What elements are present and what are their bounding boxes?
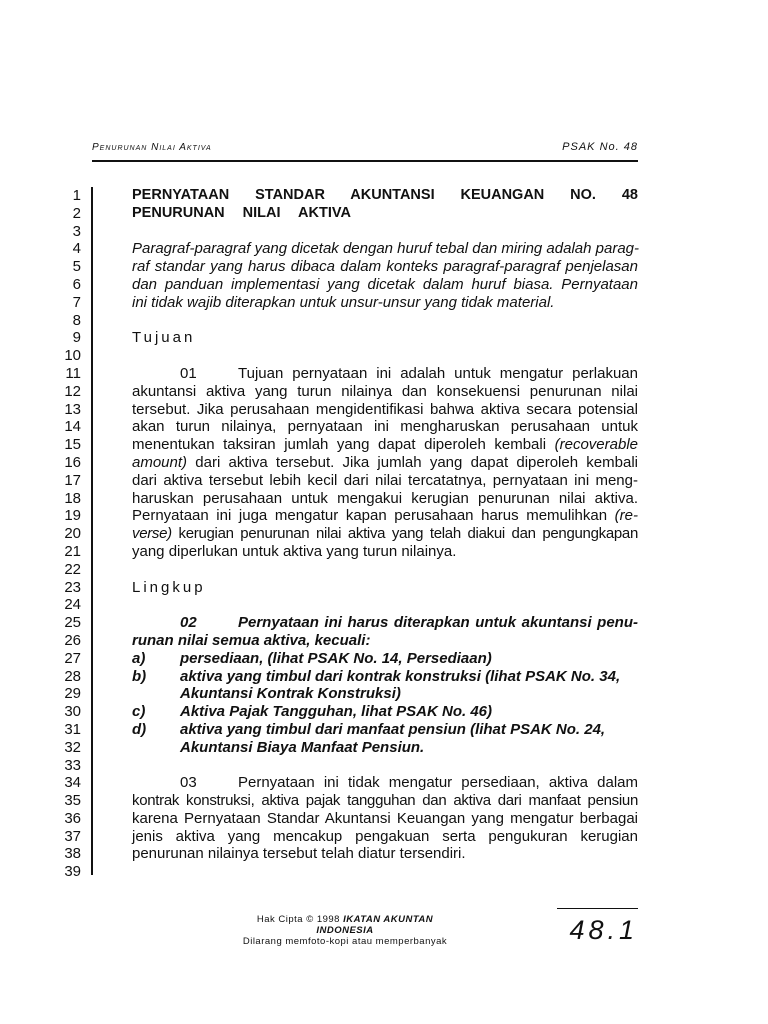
paragraph-text: Tujuan pernyataan ini adalah untuk mengatur perlakuan bbox=[238, 364, 638, 382]
copyright-organization: IKATAN AKUNTAN INDONESIA bbox=[316, 914, 434, 936]
line-number: 39 bbox=[64, 863, 81, 881]
line-number: 8 bbox=[72, 311, 81, 329]
blank-line bbox=[132, 223, 638, 241]
line-number: 10 bbox=[64, 347, 81, 365]
line-number: 12 bbox=[64, 382, 81, 400]
line-number: 7 bbox=[72, 293, 81, 311]
item-label: d) bbox=[132, 720, 147, 738]
paragraph-number: 02 bbox=[180, 614, 197, 632]
line-number: 21 bbox=[64, 542, 81, 560]
paragraph-text: menentukan taksiran jumlah yang dapat diperoleh kembali bbox=[132, 436, 555, 454]
paragraph-03-line: jenis aktiva yang mencakup pengakuan serta pengukuran kerugian bbox=[132, 827, 638, 845]
paragraph-01-line bbox=[132, 525, 638, 543]
paragraph-text: dari aktiva tersebut. Jika jumlah yang dapat diperoleh kembali bbox=[187, 453, 638, 471]
paragraph-text: Pernyataan ini tidak mengatur persediaan, aktiva dalam bbox=[238, 774, 638, 792]
intro-line: raf standar yang harus dibaca dalam konteks paragraf-paragraf penjelasan bbox=[132, 258, 638, 276]
line-number: 23 bbox=[64, 578, 81, 596]
line-number: 34 bbox=[64, 774, 81, 792]
blank-line bbox=[132, 757, 638, 775]
paragraph-03-line: kontrak konstruksi, aktiva pajak tangguhan dan aktiva dari manfaat pensiun bbox=[132, 792, 638, 810]
line-number: 11 bbox=[65, 364, 81, 382]
blank-line bbox=[132, 561, 638, 579]
standard-title-line2 bbox=[132, 205, 638, 223]
paragraph-01-line: haruskan perusahaan untuk mengakui kerugian penurunan nilai aktiva. bbox=[132, 489, 638, 507]
paragraph-text: Pernyataan ini harus diterapkan untuk akuntansi penu- bbox=[238, 614, 638, 632]
paragraph-text: kerugian penurunan nilai aktiva yang telah diakui dan pengungkapan bbox=[171, 525, 638, 543]
exception-item bbox=[132, 668, 638, 686]
line-number: 3 bbox=[72, 222, 81, 240]
item-text: aktiva yang timbul dari manfaat pensiun (lihat PSAK No. 24, bbox=[180, 720, 606, 738]
line-number: 19 bbox=[64, 507, 81, 525]
line-number: 16 bbox=[64, 453, 81, 471]
line-number: 25 bbox=[64, 614, 81, 632]
paragraph-01-line bbox=[132, 436, 638, 454]
paragraph-italic-term: (recoverable bbox=[554, 436, 638, 454]
line-number: 36 bbox=[64, 809, 81, 827]
line-number: 5 bbox=[72, 258, 81, 276]
exception-item bbox=[132, 685, 638, 703]
line-number: 29 bbox=[64, 685, 81, 703]
line-numbers-column bbox=[55, 187, 81, 881]
blank-line bbox=[132, 347, 638, 365]
paragraph-03-line bbox=[132, 774, 638, 792]
line-number: 9 bbox=[72, 329, 81, 347]
line-number: 30 bbox=[64, 703, 81, 721]
line-number: 18 bbox=[64, 489, 81, 507]
line-number: 27 bbox=[64, 649, 81, 667]
line-number: 20 bbox=[64, 525, 81, 543]
copyright-notice bbox=[228, 914, 462, 947]
line-number: 2 bbox=[72, 204, 81, 222]
item-label: a) bbox=[132, 649, 146, 667]
exception-item bbox=[132, 721, 638, 739]
section-heading-tujuan: Tujuan bbox=[132, 329, 196, 347]
line-number: 6 bbox=[72, 275, 81, 293]
paragraph-01-line bbox=[132, 507, 638, 525]
line-number: 31 bbox=[64, 720, 81, 738]
item-text: persediaan, (lihat PSAK No. 14, Persediaan) bbox=[180, 649, 492, 667]
reproduction-notice: Dilarang memfoto-kopi atau memperbanyak bbox=[242, 936, 448, 947]
item-text: aktiva yang timbul dari kontrak konstruksi (lihat PSAK No. 34, bbox=[180, 667, 621, 685]
standard-title-line1: PERNYATAAN STANDAR AKUNTANSI KEUANGAN NO. 48 bbox=[132, 187, 638, 203]
line-number: 24 bbox=[64, 596, 81, 614]
paragraph-text: Pernyataan ini juga mengatur kapan perusahaan harus memulihkan bbox=[132, 507, 615, 525]
paragraph-number: 01 bbox=[180, 364, 197, 382]
line-number: 26 bbox=[64, 631, 81, 649]
running-header-title: Penurunan Nilai Aktiva bbox=[92, 142, 212, 153]
copyright-text: Hak Cipta © 1998 bbox=[256, 914, 344, 925]
item-label bbox=[132, 685, 180, 703]
item-text: Akuntansi Biaya Manfaat Pensiun. bbox=[180, 738, 425, 756]
item-text: Aktiva Pajak Tangguhan, lihat PSAK No. 46) bbox=[180, 703, 493, 721]
paragraph-01-line: yang diperlukan untuk aktiva yang turun nilainya. bbox=[132, 542, 457, 560]
header-rule bbox=[92, 160, 638, 162]
line-number: 33 bbox=[64, 756, 81, 774]
item-label: b) bbox=[132, 667, 147, 685]
document-body bbox=[132, 187, 638, 863]
item-label bbox=[132, 739, 180, 757]
paragraph-02-line bbox=[132, 614, 638, 632]
item-label: c) bbox=[132, 703, 146, 721]
line-number: 38 bbox=[64, 845, 81, 863]
blank-line bbox=[132, 312, 638, 330]
paragraph-italic-term: verse) bbox=[132, 525, 172, 543]
running-header-standard: PSAK No. 48 bbox=[562, 141, 638, 153]
exception-item bbox=[132, 650, 638, 668]
section-heading-lingkup: Lingkup bbox=[132, 578, 206, 596]
line-number: 28 bbox=[64, 667, 81, 685]
intro-line: ini tidak wajib diterapkan untuk unsur-unsur yang tidak material. bbox=[132, 293, 555, 311]
line-number: 13 bbox=[64, 400, 81, 418]
line-number: 22 bbox=[64, 560, 81, 578]
paragraph-01-line bbox=[132, 365, 638, 383]
line-number: 32 bbox=[64, 738, 81, 756]
line-number: 35 bbox=[64, 792, 81, 810]
paragraph-03-line: penurunan nilainya tersebut telah diatur tersendiri. bbox=[132, 845, 466, 863]
paragraph-italic-term: amount) bbox=[132, 453, 188, 471]
page-number: 48.1 bbox=[569, 915, 638, 945]
blank-line bbox=[132, 596, 638, 614]
paragraph-01-line: akan turun nilainya, pernyataan ini mengharuskan perusahaan untuk bbox=[132, 418, 638, 436]
paragraph-01-line: tersebut. Jika perusahaan mengidentifikasi bahwa aktiva secara potensial bbox=[132, 400, 638, 418]
standard-title-text: PENURUNAN NILAI AKTIVA bbox=[132, 204, 351, 221]
line-number: 14 bbox=[64, 418, 81, 436]
paragraph-italic-term: (re- bbox=[614, 507, 638, 525]
line-number: 1 bbox=[72, 187, 81, 204]
line-number: 15 bbox=[64, 436, 81, 454]
paragraph-03-line: karena Pernyataan Standar Akuntansi Keuangan yang mengatur berbagai bbox=[132, 809, 638, 827]
line-number: 17 bbox=[64, 471, 81, 489]
intro-line: Paragraf-paragraf yang dicetak dengan huruf tebal dan miring adalah parag- bbox=[132, 240, 639, 258]
line-number: 37 bbox=[64, 827, 81, 845]
line-number: 4 bbox=[72, 240, 81, 258]
item-text: Akuntansi Kontrak Konstruksi) bbox=[180, 685, 401, 703]
paragraph-01-line: akuntansi aktiva yang turun nilainya dan konsekuensi penurunan nilai bbox=[132, 382, 638, 400]
line-number-bar bbox=[91, 187, 93, 875]
paragraph-02-line: runan nilai semua aktiva, kecuali: bbox=[132, 631, 371, 649]
page-number-rule bbox=[557, 908, 638, 909]
paragraph-number: 03 bbox=[180, 774, 197, 792]
exception-item bbox=[132, 703, 638, 721]
exception-item bbox=[132, 739, 638, 757]
intro-line: dan panduan implementasi yang dicetak dalam huruf biasa. Pernyataan bbox=[132, 275, 638, 293]
paragraph-01-line: dari aktiva tersebut lebih kecil dari nilai tercatatnya, pernyataan ini meng- bbox=[132, 471, 638, 489]
paragraph-01-line bbox=[132, 454, 638, 472]
